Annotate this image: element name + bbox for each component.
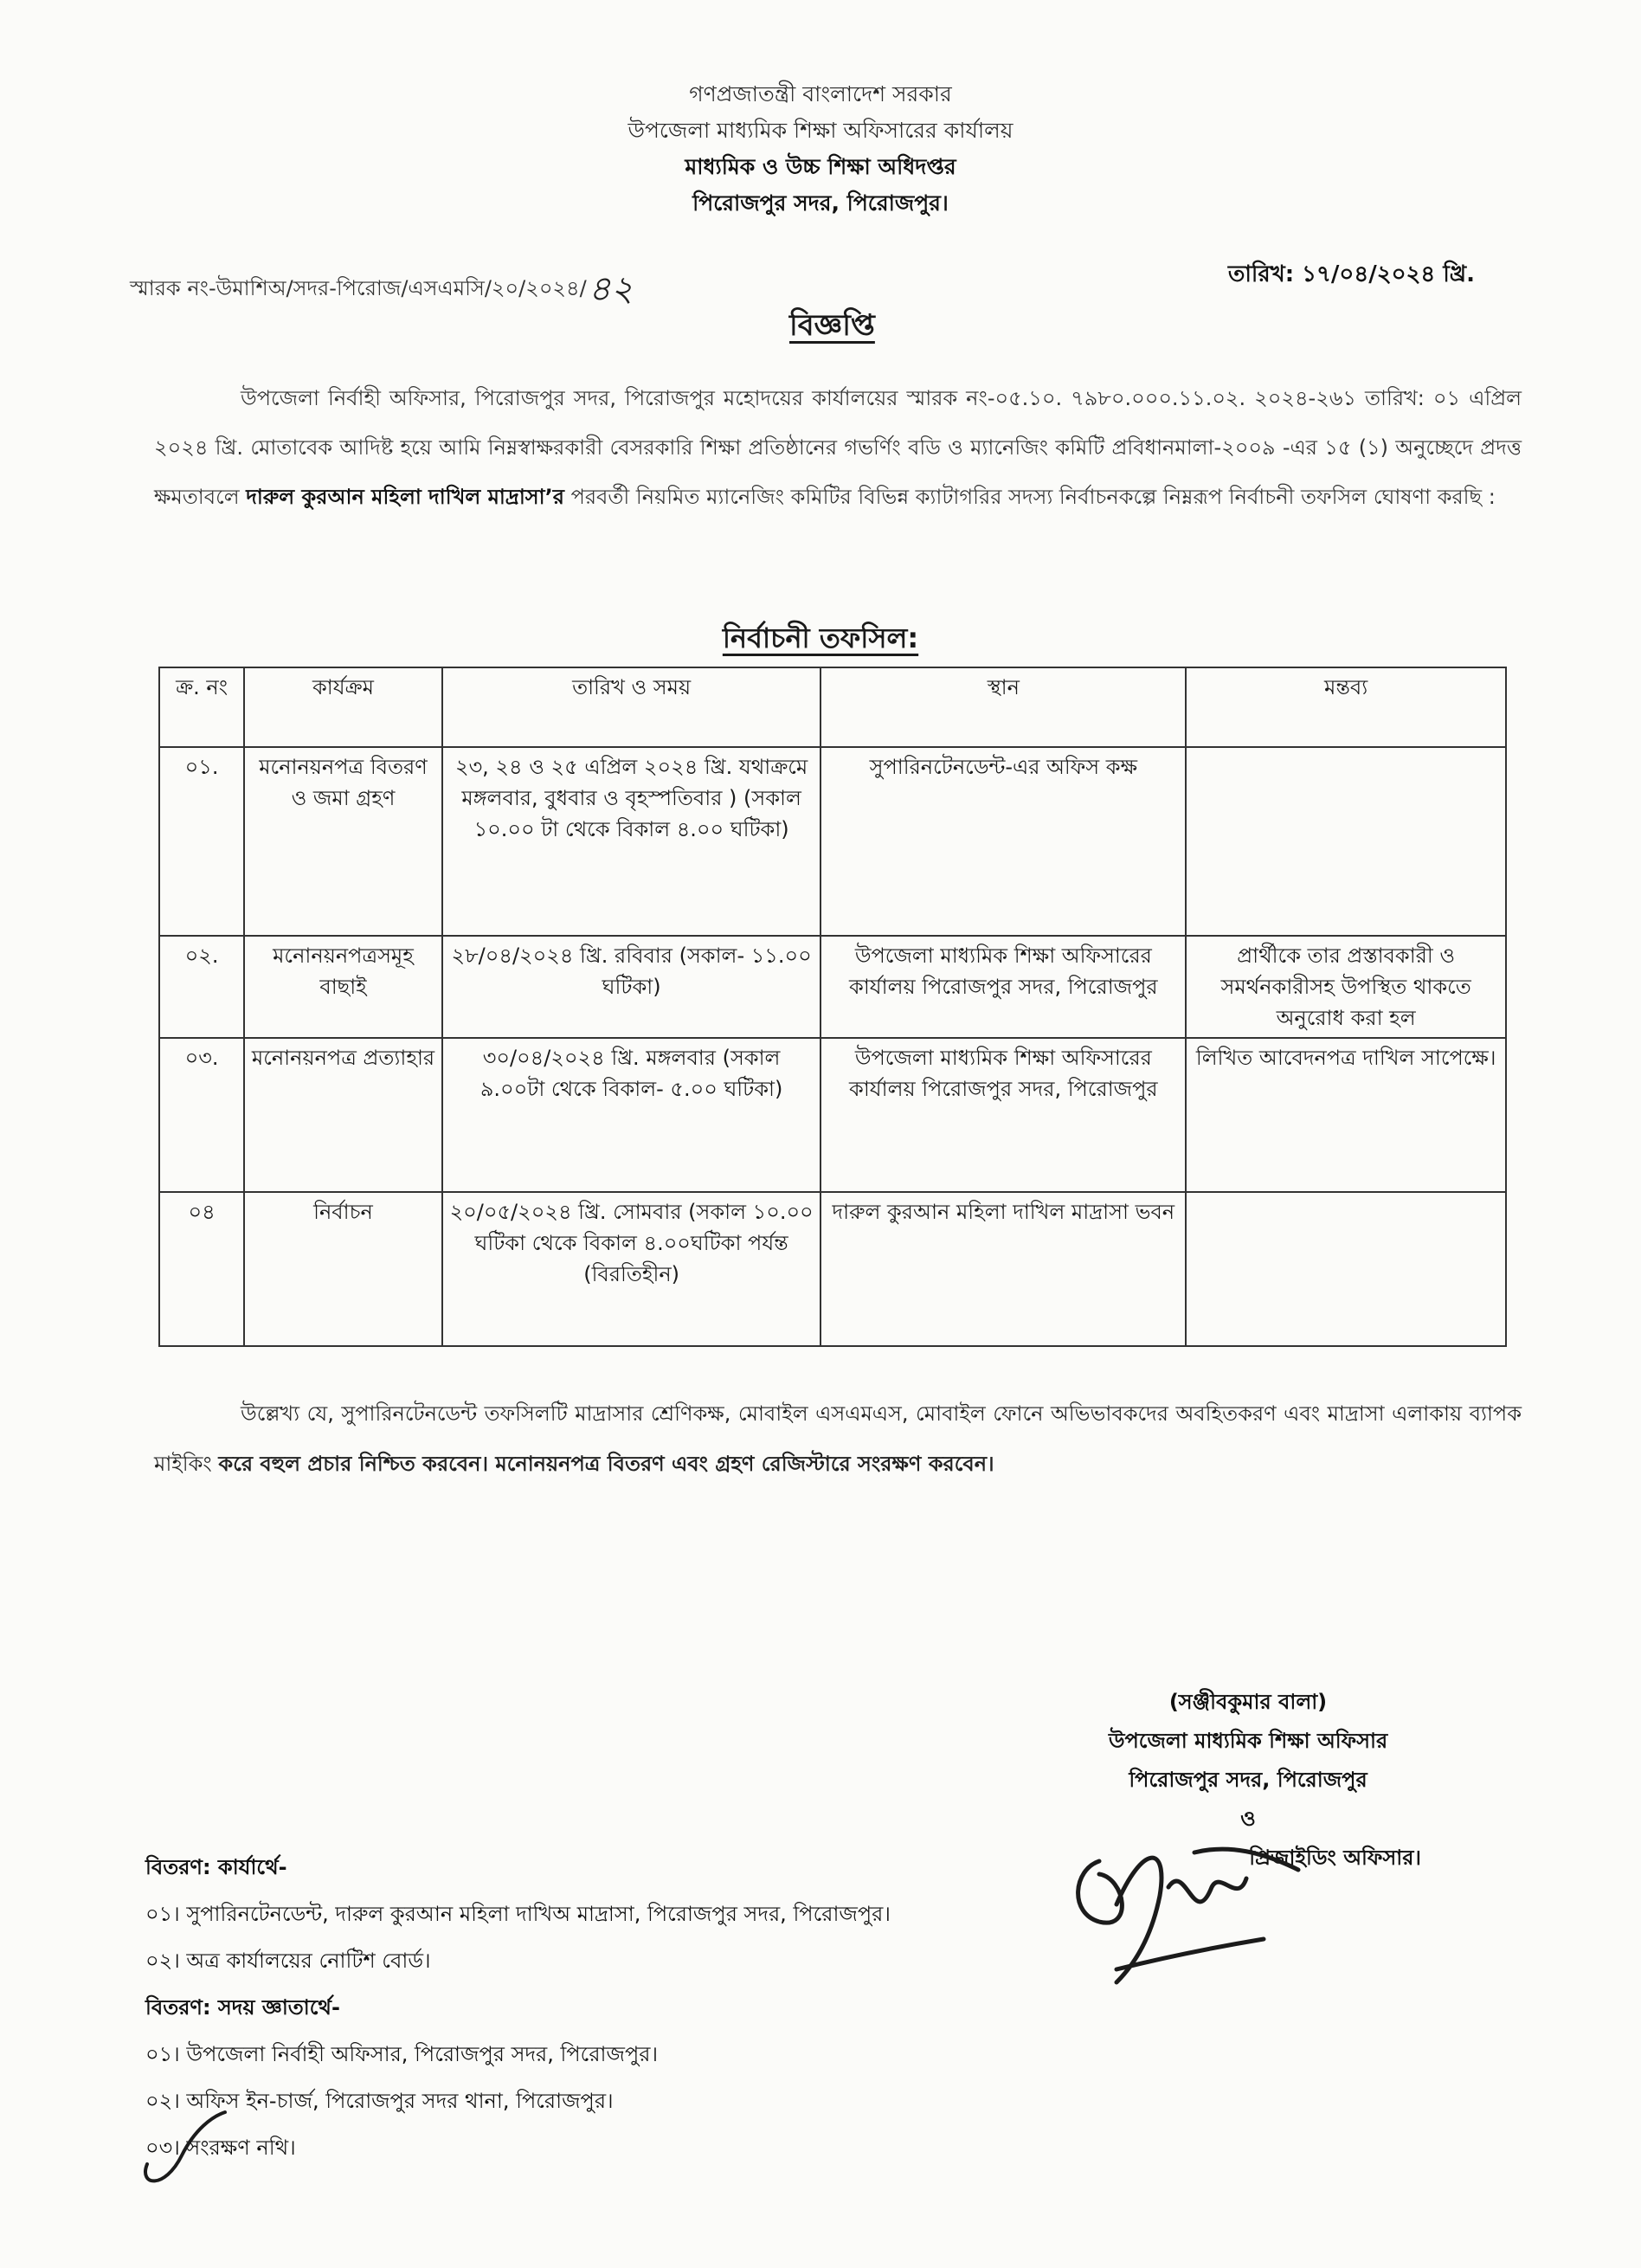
row-remarks: প্রার্থীকে তার প্রস্তাবকারী ও সমর্থনকারীসহ উপস্থিত থাকতে অনুরোধ করা হল bbox=[1186, 936, 1506, 1038]
distribution-info-title: বিতরণ: সদয় জ্ঞাতার্থে- bbox=[145, 1995, 340, 2020]
list-item: ০১। সুপারিনটেনডেন্ট, দারুল কুরআন মহিলা দাখিঅ মাদ্রাসা, পিরোজপুর সদর, পিরোজপুর। bbox=[145, 1902, 891, 1926]
row-place: উপজেলা মাধ্যমিক শিক্ষা অফিসারের কার্যালয় পিরোজপুর সদর, পিরোজপুর bbox=[820, 936, 1186, 1038]
govt-name: গণপ্রজাতন্ত্রী বাংলাদেশ সরকার bbox=[689, 81, 952, 106]
signatory-role: প্রিজাইডিং অফিসার। bbox=[1249, 1846, 1421, 1870]
handwritten-signature bbox=[1065, 1809, 1324, 1991]
office-name: উপজেলা মাধ্যমিক শিক্ষা অফিসারের কার্যালয় bbox=[627, 118, 1014, 143]
row-activity: মনোনয়নপত্র বিতরণ ও জমা গ্রহণ bbox=[244, 747, 442, 936]
memo-number-text: স্মারক নং-উমাশিঅ/সদর-পিরোজ/এসএমসি/২০/২০২৪/ bbox=[130, 276, 587, 300]
table-header-row bbox=[159, 667, 1506, 747]
memo-date: তারিখ: ১৭/০৪/২০২৪ খ্রি. bbox=[1227, 261, 1475, 287]
intro-paragraph bbox=[154, 374, 1522, 522]
table-row bbox=[159, 1192, 1506, 1346]
header-activity: কার্যক্রম bbox=[244, 667, 442, 747]
header-datetime: তারিখ ও সময় bbox=[442, 667, 821, 747]
signatory-designation: উপজেলা মাধ্যমিক শিক্ষা অফিসার bbox=[1108, 1729, 1388, 1753]
list-item: ০২। অফিস ইন-চার্জ, পিরোজপুর সদর থানা, পিরোজপুর। bbox=[145, 2089, 614, 2113]
row-remarks bbox=[1186, 1192, 1506, 1346]
schedule-title: নির্বাচনী তফসিল: bbox=[722, 622, 919, 654]
notice-title: বিজ্ঞপ্তি bbox=[789, 308, 875, 343]
row-sl: ০৩. bbox=[159, 1038, 244, 1192]
distribution-action-title: বিতরণ: কার্যার্থে- bbox=[145, 1855, 287, 1879]
row-activity: মনোনয়নপত্রসমূহ বাছাই bbox=[244, 936, 442, 1038]
table-row bbox=[159, 747, 1506, 936]
list-item: ০১। উপজেলা নির্বাহী অফিসার, পিরোজপুর সদর, পিরোজপুর। bbox=[145, 2042, 659, 2066]
footnote-text-1: উল্লেখ্য যে, সুপারিনটেনডেন্ট তফসিলটি মাদ্রাসার শ্রেণিকক্ষ, মোবাইল এসএমএস, মোবাইল ফোনে অভিভাবকদের অবহিতকরণ এবং মাদ্রাসা এলাকায় ব্যাপক মাইকিং bbox=[154, 1401, 1522, 1476]
memo-number bbox=[130, 256, 634, 314]
row-remarks bbox=[1186, 747, 1506, 936]
intro-text-1: উপজেলা নির্বাহী অফিসার, পিরোজপুর সদর, পিরোজপুর মহোদয়ের কার্যালয়ের স্মারক নং-০৫.১০. ৭৯৮০.০০০.১১.০২. ২০২৪-২৬১ তারিখ: ০১ এপ্রিল ২০২৪ খ্রি. মোতাবেক আদিষ্ট হয়ে আমি নিম্নস্বাক্ষরকারী বেসরকারি শিক্ষা প্রতিষ্ঠানের গভর্ণিং বডি ও ম্যানেজিং কমিটি প্রবিধানমালা-২০০৯ -এর ১৫ (১) অনুচ্ছেদে প্রদত্ত ক্ষমতাবলে bbox=[154, 386, 1522, 509]
header-sl: ক্র. নং bbox=[159, 667, 244, 747]
handwritten-initial bbox=[130, 2104, 234, 2199]
row-datetime: ২৮/০৪/২০২৪ খ্রি. রবিবার (সকাল- ১১.০০ ঘটিকা) bbox=[442, 936, 821, 1038]
row-activity: নির্বাচন bbox=[244, 1192, 442, 1346]
office-location: পিরোজপুর সদর, পিরোজপুর। bbox=[692, 190, 949, 216]
row-sl: ০৪ bbox=[159, 1192, 244, 1346]
list-item: ০২। অত্র কার্যালয়ের নোটিশ বোর্ড। bbox=[145, 1949, 431, 1973]
row-place: উপজেলা মাধ্যমিক শিক্ষা অফিসারের কার্যালয় পিরোজপুর সদর, পিরোজপুর bbox=[820, 1038, 1186, 1192]
election-schedule-table bbox=[158, 667, 1507, 1347]
row-datetime: ২৩, ২৪ ও ২৫ এপ্রিল ২০২৪ খ্রি. যথাক্রমে মঙ্গলবার, বুধবার ও বৃহস্পতিবার ) (সকাল ১০.০০ টা থেকে বিকাল ৪.০০ ঘটিকা) bbox=[442, 747, 821, 936]
row-sl: ০১. bbox=[159, 747, 244, 936]
footnote-text-2: করে বহুল প্রচার নিশ্চিত করবেন। মনোনয়নপত্র বিতরণ এবং গ্রহণ রেজিস্টারে সংরক্ষণ করবেন। bbox=[218, 1452, 994, 1476]
table-row bbox=[159, 1038, 1506, 1192]
table-row bbox=[159, 936, 1506, 1038]
letterhead bbox=[0, 76, 1641, 222]
row-remarks: লিখিত আবেদনপত্র দাখিল সাপেক্ষে। bbox=[1186, 1038, 1506, 1192]
institution-name: দারুল কুরআন মহিলা দাখিল মাদ্রাসা’র bbox=[246, 485, 564, 509]
intro-text-2: পরবর্তী নিয়মিত ম্যানেজিং কমিটির বিভিন্ন ক্যাটাগরির সদস্য নির্বাচনকল্পে নিম্নরূপ নির্বাচনী তফসিল ঘোষণা করছি : bbox=[570, 485, 1496, 509]
row-place: সুপারিনটেনডেন্ট-এর অফিস কক্ষ bbox=[820, 747, 1186, 936]
row-sl: ০২. bbox=[159, 936, 244, 1038]
header-place: স্থান bbox=[820, 667, 1186, 747]
list-item: ০৩। সংরক্ষণ নথি। bbox=[145, 2136, 296, 2160]
signatory-name: (সঞ্জীবকুমার বালা) bbox=[1168, 1690, 1328, 1714]
row-activity: মনোনয়নপত্র প্রত্যাহার bbox=[244, 1038, 442, 1192]
memo-handwritten-number: ৪২ bbox=[588, 269, 634, 309]
row-datetime: ৩০/০৪/২০২৪ খ্রি. মঙ্গলবার (সকাল ৯.০০টা থেকে বিকাল- ৫.০০ ঘটিকা) bbox=[442, 1038, 821, 1192]
directorate-name: মাধ্যমিক ও উচ্চ শিক্ষা অধিদপ্তর bbox=[685, 154, 956, 179]
row-datetime: ২০/০৫/২০২৪ খ্রি. সোমবার (সকাল ১০.০০ ঘটিকা থেকে বিকাল ৪.০০ঘটিকা পর্যন্ত (বিরতিহীন) bbox=[442, 1192, 821, 1346]
signatory-and: ও bbox=[1240, 1807, 1256, 1831]
footnote-paragraph bbox=[154, 1389, 1522, 1489]
row-place: দারুল কুরআন মহিলা দাখিল মাদ্রাসা ভবন bbox=[820, 1192, 1186, 1346]
distribution-block bbox=[145, 1844, 891, 2171]
signatory-office: পিরোজপুর সদর, পিরোজপুর bbox=[1129, 1768, 1368, 1792]
header-remarks: মন্তব্য bbox=[1186, 667, 1506, 747]
